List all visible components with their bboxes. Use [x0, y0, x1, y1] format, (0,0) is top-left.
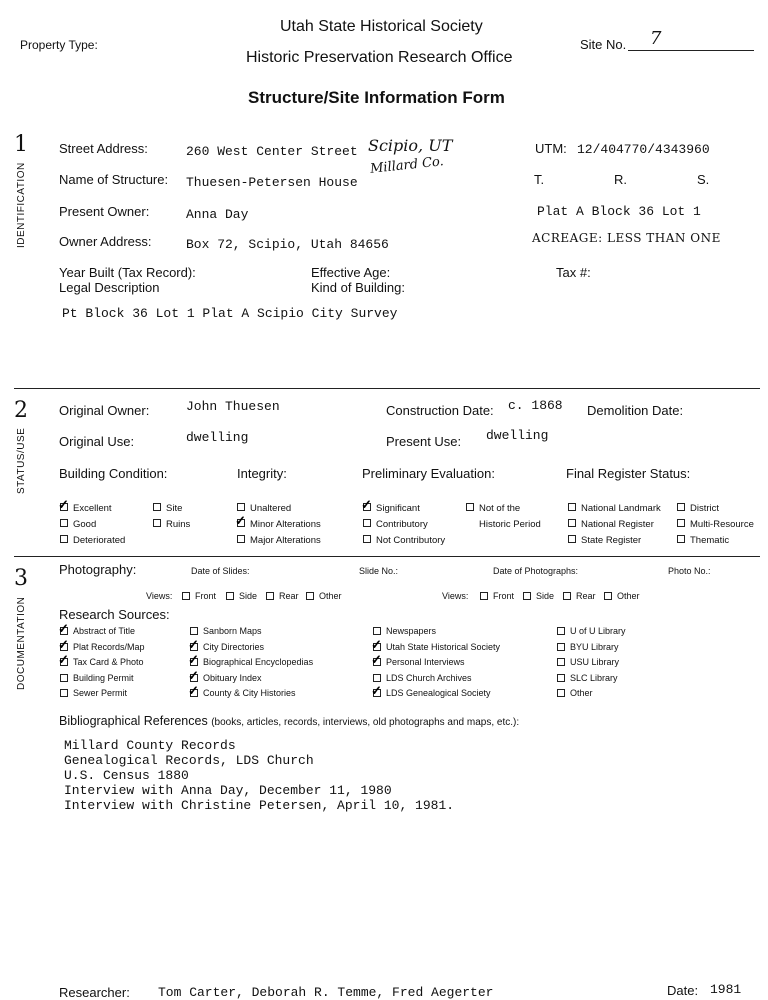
divider-2	[14, 556, 760, 557]
views-slides-rear[interactable]: Rear	[266, 591, 299, 601]
construction-label: Construction Date:	[386, 403, 494, 418]
research-uofu[interactable]: U of U Library	[557, 626, 626, 636]
checkbox-icon	[563, 592, 571, 600]
checkbox-icon	[153, 503, 161, 511]
research-sanborn[interactable]: Sanborn Maps	[190, 626, 262, 636]
checkbox-icon	[557, 643, 565, 651]
checkbox-icon	[557, 658, 565, 666]
property-type-label: Property Type:	[20, 38, 98, 52]
checkbox-checked-icon	[363, 503, 371, 511]
checkbox-checked-icon	[373, 643, 381, 651]
street-address-value: 260 West Center Street	[186, 144, 358, 159]
owner-label: Present Owner:	[59, 204, 150, 219]
register-thematic[interactable]: Thematic	[677, 535, 729, 546]
biblio-line: U.S. Census 1880	[64, 768, 189, 783]
present-use-value: dwelling	[486, 428, 549, 443]
kind-label: Kind of Building:	[311, 280, 405, 295]
condition-good[interactable]: Good	[60, 519, 96, 530]
original-owner-value: John Thuesen	[186, 399, 280, 414]
checkbox-icon	[677, 535, 685, 543]
research-biographical[interactable]: ✓Biographical Encyclopedias	[190, 657, 313, 667]
research-obituary[interactable]: ✓Obituary Index	[190, 673, 262, 683]
checkbox-icon	[557, 689, 565, 697]
checkbox-checked-icon	[190, 689, 198, 697]
views-photos-side[interactable]: Side	[523, 591, 554, 601]
evaluation-label: Preliminary Evaluation:	[362, 466, 495, 481]
checkbox-checked-icon	[60, 503, 68, 511]
views-slides-side[interactable]: Side	[226, 591, 257, 601]
checkbox-checked-icon	[60, 643, 68, 651]
photo-no-label: Photo No.:	[668, 566, 711, 576]
checkbox-icon	[568, 503, 576, 511]
site-no-label: Site No.	[580, 37, 627, 52]
s-label: S.	[697, 172, 710, 187]
checkbox-icon	[373, 674, 381, 682]
integrity-minor[interactable]: ✓Minor Alterations	[237, 519, 321, 530]
integrity-label: Integrity:	[237, 466, 287, 481]
name-value: Thuesen-Petersen House	[186, 175, 358, 190]
research-sewer-permit[interactable]: Sewer Permit	[60, 688, 127, 698]
research-abstract[interactable]: ✓Abstract of Title	[60, 626, 135, 636]
t-label: T.	[534, 172, 545, 187]
register-state-register[interactable]: State Register	[568, 535, 641, 546]
researcher-value: Tom Carter, Deborah R. Temme, Fred Aegerter	[158, 985, 494, 1000]
researcher-label: Researcher:	[59, 985, 130, 1000]
checkbox-icon	[373, 627, 381, 635]
date-photos-label: Date of Photographs:	[493, 566, 579, 576]
utm-value: 12/404770/4343960	[577, 142, 710, 157]
checkbox-icon	[182, 592, 190, 600]
register-label: Final Register Status:	[566, 466, 691, 481]
name-label: Name of Structure:	[59, 172, 169, 187]
legal-label: Legal Description	[59, 280, 160, 295]
section-2-label: STATUS/USE	[16, 427, 27, 494]
date-label: Date:	[667, 983, 699, 998]
legal-value: Pt Block 36 Lot 1 Plat A Scipio City Survey	[62, 306, 398, 321]
research-lds-genealogical[interactable]: ✓LDS Genealogical Society	[373, 688, 491, 698]
checkbox-checked-icon	[60, 627, 68, 635]
slide-no-label: Slide No.:	[359, 566, 399, 576]
checkbox-icon	[604, 592, 612, 600]
checkbox-icon	[237, 535, 245, 543]
present-use-label: Present Use:	[386, 434, 462, 449]
research-label: Research Sources:	[59, 607, 170, 622]
county-note: Millard Co.	[369, 154, 445, 177]
checkbox-icon	[153, 519, 161, 527]
demolition-label: Demolition Date:	[587, 403, 684, 418]
checkbox-icon	[60, 674, 68, 682]
owner-address-value: Box 72, Scipio, Utah 84656	[186, 237, 389, 252]
checkbox-icon	[60, 535, 68, 543]
research-county-histories[interactable]: ✓County & City Histories	[190, 688, 296, 698]
year-built-label: Year Built (Tax Record):	[59, 265, 196, 280]
utm-label: UTM:	[535, 141, 567, 156]
register-multi-resource[interactable]: Multi-Resource	[677, 519, 754, 530]
org-line1: Utah State Historical Society	[280, 18, 483, 35]
checkbox-checked-icon	[190, 643, 198, 651]
checkbox-icon	[237, 503, 245, 511]
integrity-unaltered[interactable]: Unaltered	[237, 503, 291, 514]
date-slides-label: Date of Slides:	[191, 566, 250, 576]
checkbox-icon	[568, 519, 576, 527]
research-plat[interactable]: ✓Plat Records/Map	[60, 642, 145, 652]
biblio-header	[59, 714, 519, 728]
checkbox-icon	[677, 519, 685, 527]
original-owner-label: Original Owner:	[59, 403, 150, 418]
evaluation-not-of-period[interactable]: Not of the	[466, 503, 520, 514]
checkbox-icon	[677, 503, 685, 511]
views-photos-label: Views:	[442, 591, 469, 601]
owner-address-label: Owner Address:	[59, 234, 152, 249]
checkbox-checked-icon	[190, 658, 198, 666]
section-3-number: 3	[14, 566, 28, 591]
research-tax-card[interactable]: ✓Tax Card & Photo	[60, 657, 144, 667]
checkbox-icon	[60, 689, 68, 697]
research-building-permit[interactable]: Building Permit	[60, 673, 134, 683]
checkbox-icon	[568, 535, 576, 543]
biblio-label: Bibliographical References	[59, 714, 208, 728]
research-ushs[interactable]: ✓Utah State Historical Society	[373, 642, 500, 652]
views-photos-rear[interactable]: Rear	[563, 591, 596, 601]
checkbox-icon	[60, 519, 68, 527]
checkbox-icon	[306, 592, 314, 600]
condition-deteriorated[interactable]: Deteriorated	[60, 535, 125, 546]
research-usu[interactable]: USU Library	[557, 657, 619, 667]
site-no-value: 7	[650, 28, 662, 49]
integrity-major[interactable]: Major Alterations	[237, 535, 321, 546]
evaluation-contributory[interactable]: Contributory	[363, 519, 428, 530]
condition-excellent[interactable]: ✓Excellent	[60, 503, 112, 514]
condition-label: Building Condition:	[59, 466, 168, 481]
research-interviews[interactable]: ✓Personal Interviews	[373, 657, 465, 667]
plat-value: Plat A Block 36 Lot 1	[537, 204, 701, 219]
biblio-line: Genealogical Records, LDS Church	[64, 753, 314, 768]
biblio-line: Interview with Christine Petersen, April 10, 1981.	[64, 798, 455, 813]
tax-label: Tax #:	[556, 265, 591, 280]
form-title: Structure/Site Information Form	[248, 88, 505, 107]
evaluation-not-of-period-line2: Historic Period	[479, 519, 541, 530]
views-slides-front[interactable]: Front	[182, 591, 216, 601]
checkbox-checked-icon	[60, 658, 68, 666]
register-national-landmark[interactable]: National Landmark	[568, 503, 661, 514]
checkbox-icon	[523, 592, 531, 600]
checkbox-icon	[466, 503, 474, 511]
research-other[interactable]: Other	[557, 688, 593, 698]
condition-site[interactable]: Site	[153, 503, 182, 514]
street-address-note: Scipio, UT	[368, 136, 453, 155]
register-district[interactable]: District	[677, 503, 719, 514]
checkbox-icon	[480, 592, 488, 600]
section-2-number: 2	[14, 398, 28, 423]
biblio-sub: (books, articles, records, interviews, old photographs and maps, etc.):	[211, 717, 520, 728]
section-1-label: IDENTIFICATION	[16, 162, 27, 248]
views-slides-label: Views:	[146, 591, 173, 601]
checkbox-icon	[190, 627, 198, 635]
views-photos-front[interactable]: Front	[480, 591, 514, 601]
owner-value: Anna Day	[186, 207, 249, 222]
register-national-register[interactable]: National Register	[568, 519, 654, 530]
views-photos-other[interactable]: Other	[604, 591, 640, 601]
biblio-line: Millard County Records	[64, 738, 236, 753]
biblio-line: Interview with Anna Day, December 11, 1980	[64, 783, 392, 798]
section-3-label: DOCUMENTATION	[16, 596, 27, 690]
research-lds-archives[interactable]: LDS Church Archives	[373, 673, 472, 683]
checkbox-checked-icon	[373, 658, 381, 666]
research-byu[interactable]: BYU Library	[557, 642, 619, 652]
checkbox-checked-icon	[373, 689, 381, 697]
checkbox-checked-icon	[237, 519, 245, 527]
acreage-note: ACREAGE: LESS THAN ONE	[532, 231, 721, 245]
research-newspapers[interactable]: Newspapers	[373, 626, 436, 636]
checkbox-icon	[557, 627, 565, 635]
research-slc[interactable]: SLC Library	[557, 673, 618, 683]
checkbox-icon	[557, 674, 565, 682]
photography-label: Photography:	[59, 562, 137, 577]
date-value: 1981	[710, 982, 742, 997]
effective-age-label: Effective Age:	[311, 265, 391, 280]
checkbox-icon	[363, 519, 371, 527]
original-use-value: dwelling	[186, 430, 249, 445]
checkbox-icon	[363, 535, 371, 543]
checkbox-icon	[266, 592, 274, 600]
checkbox-icon	[226, 592, 234, 600]
views-slides-other[interactable]: Other	[306, 591, 342, 601]
checkbox-checked-icon	[190, 674, 198, 682]
r-label: R.	[614, 172, 627, 187]
construction-value: c. 1868	[508, 398, 563, 413]
org-line2: Historic Preservation Research Office	[246, 49, 513, 66]
section-1-number: 1	[14, 132, 28, 157]
original-use-label: Original Use:	[59, 434, 135, 449]
research-city-directories[interactable]: ✓City Directories	[190, 642, 264, 652]
evaluation-not-contributory[interactable]: Not Contributory	[363, 535, 445, 546]
evaluation-significant[interactable]: ✓Significant	[363, 503, 420, 514]
divider-1	[14, 388, 760, 389]
site-no-line	[628, 50, 754, 51]
street-address-label: Street Address:	[59, 141, 148, 156]
condition-ruins[interactable]: Ruins	[153, 519, 190, 530]
